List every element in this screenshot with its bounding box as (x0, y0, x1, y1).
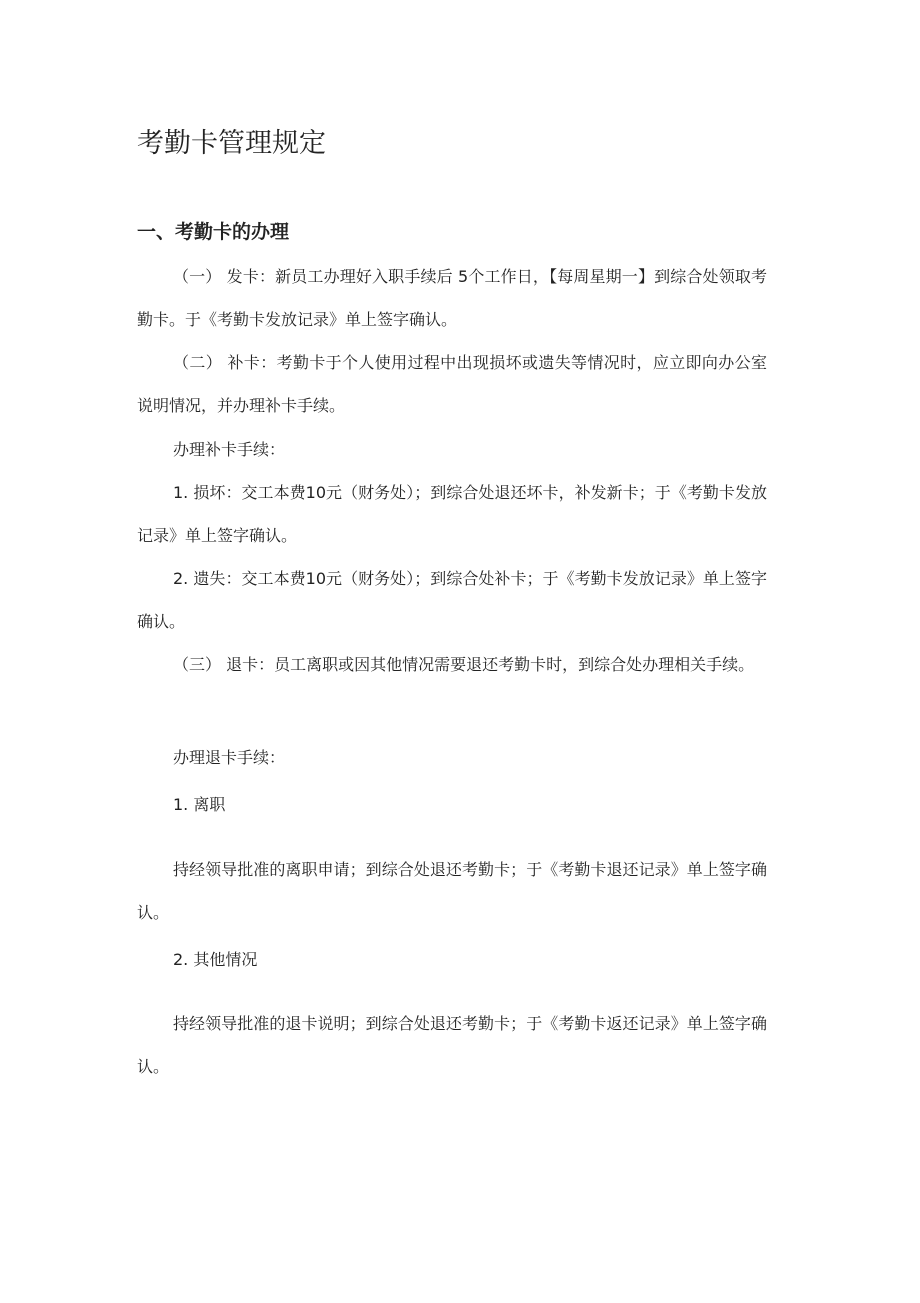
return-procedure-label: 办理退卡手续： (173, 748, 286, 767)
paragraph-return-other: 持经领导批准的退卡说明；到综合处退还考勤卡；于《考勤卡返还记录》单上签字确认。 (137, 1014, 767, 1076)
document-title: 考勤卡管理规定 (137, 128, 326, 159)
return-resign-label: 1. 离职 (173, 795, 226, 814)
paragraph-return-card: （三） 退卡：员工离职或因其他情况需要退还考勤卡时，到综合处办理相关手续。 (173, 655, 755, 674)
paragraph-replace-card: （二） 补卡：考勤卡于个人使用过程中出现损坏或遗失等情况时，应立即向办公室说明情况，并办理补卡手续。 (137, 353, 767, 415)
section-heading-card-handling: 一、考勤卡的办理 (137, 221, 290, 243)
paragraph-issue-card: （一） 发卡：新员工办理好入职手续后 5个工作日，【每周星期一】到综合处领取考勤卡。于《考勤卡发放记录》单上签字确认。 (137, 267, 767, 329)
paragraph-replace-damaged: 1. 损坏：交工本费10元（财务处）；到综合处退还坏卡，补发新卡；于《考勤卡发放记录》单上签字确认。 (137, 483, 767, 545)
return-other-label: 2. 其他情况 (173, 950, 258, 969)
paragraph-return-resign: 持经领导批准的离职申请；到综合处退还考勤卡；于《考勤卡退还记录》单上签字确认。 (137, 860, 767, 922)
paragraph-replace-lost: 2. 遗失：交工本费10元（财务处）；到综合处补卡；于《考勤卡发放记录》单上签字确认。 (137, 569, 767, 631)
replace-procedure-label: 办理补卡手续： (173, 440, 286, 459)
